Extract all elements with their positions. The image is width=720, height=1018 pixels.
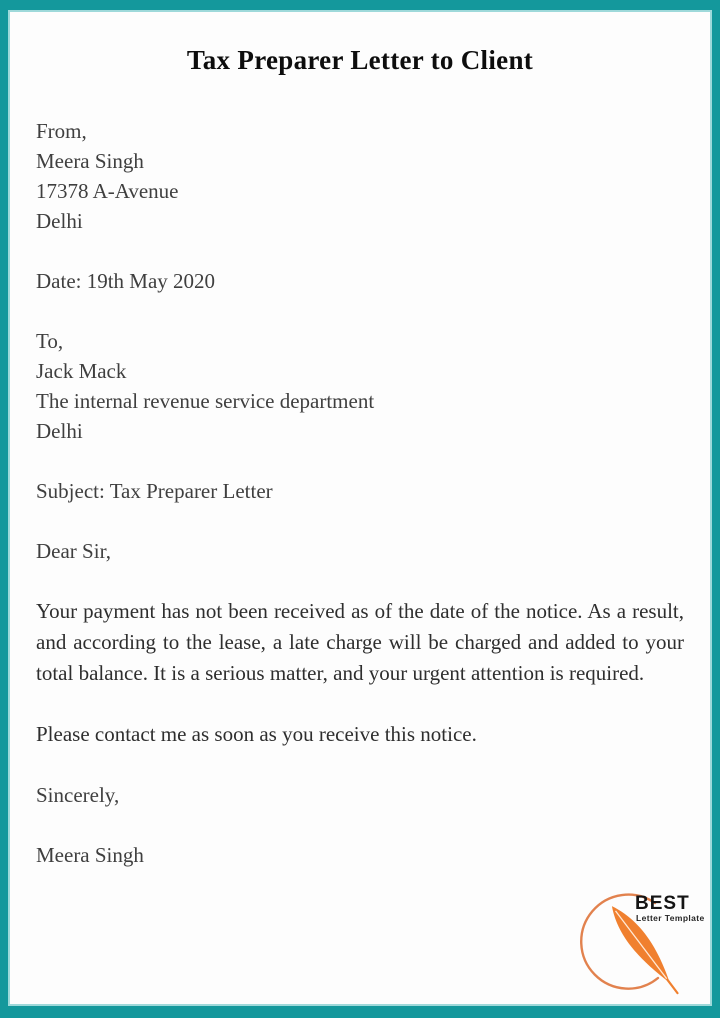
salutation: Dear Sir,	[36, 539, 111, 563]
subject-line: Subject: Tax Preparer Letter	[36, 479, 273, 503]
logo-brand-text: BEST	[635, 893, 690, 914]
recipient-organization: The internal revenue service department	[36, 389, 375, 413]
date-line: Date: 19th May 2020	[36, 269, 216, 293]
from-label: From,	[36, 119, 87, 143]
recipient-city: Delhi	[36, 419, 83, 443]
letter-content	[8, 10, 712, 870]
sender-address: 17378 A-Avenue	[36, 179, 179, 203]
closing: Sincerely,	[36, 783, 120, 807]
page-title: Tax Preparer Letter to Client	[186, 45, 534, 75]
brand-logo	[578, 878, 710, 1006]
sender-name: Meera Singh	[36, 149, 144, 173]
sender-city: Delhi	[36, 209, 83, 233]
feather-quill-logo-icon	[578, 878, 710, 1006]
to-label: To,	[36, 329, 64, 353]
signature: Meera Singh	[36, 843, 144, 867]
sender-block	[36, 116, 684, 236]
recipient-name: Jack Mack	[36, 359, 127, 383]
recipient-block	[36, 326, 684, 446]
logo-tagline-text: Letter Template	[636, 913, 705, 923]
body-paragraph-2: Please contact me as soon as you receive this notice.	[36, 722, 477, 746]
body-paragraph-1: Your payment has not been received as of the date of the notice. As a result, and according to the lease, a late charge will be charged and added to your total balance. It is a serious matter, and your urgent attention is required.	[36, 599, 684, 685]
